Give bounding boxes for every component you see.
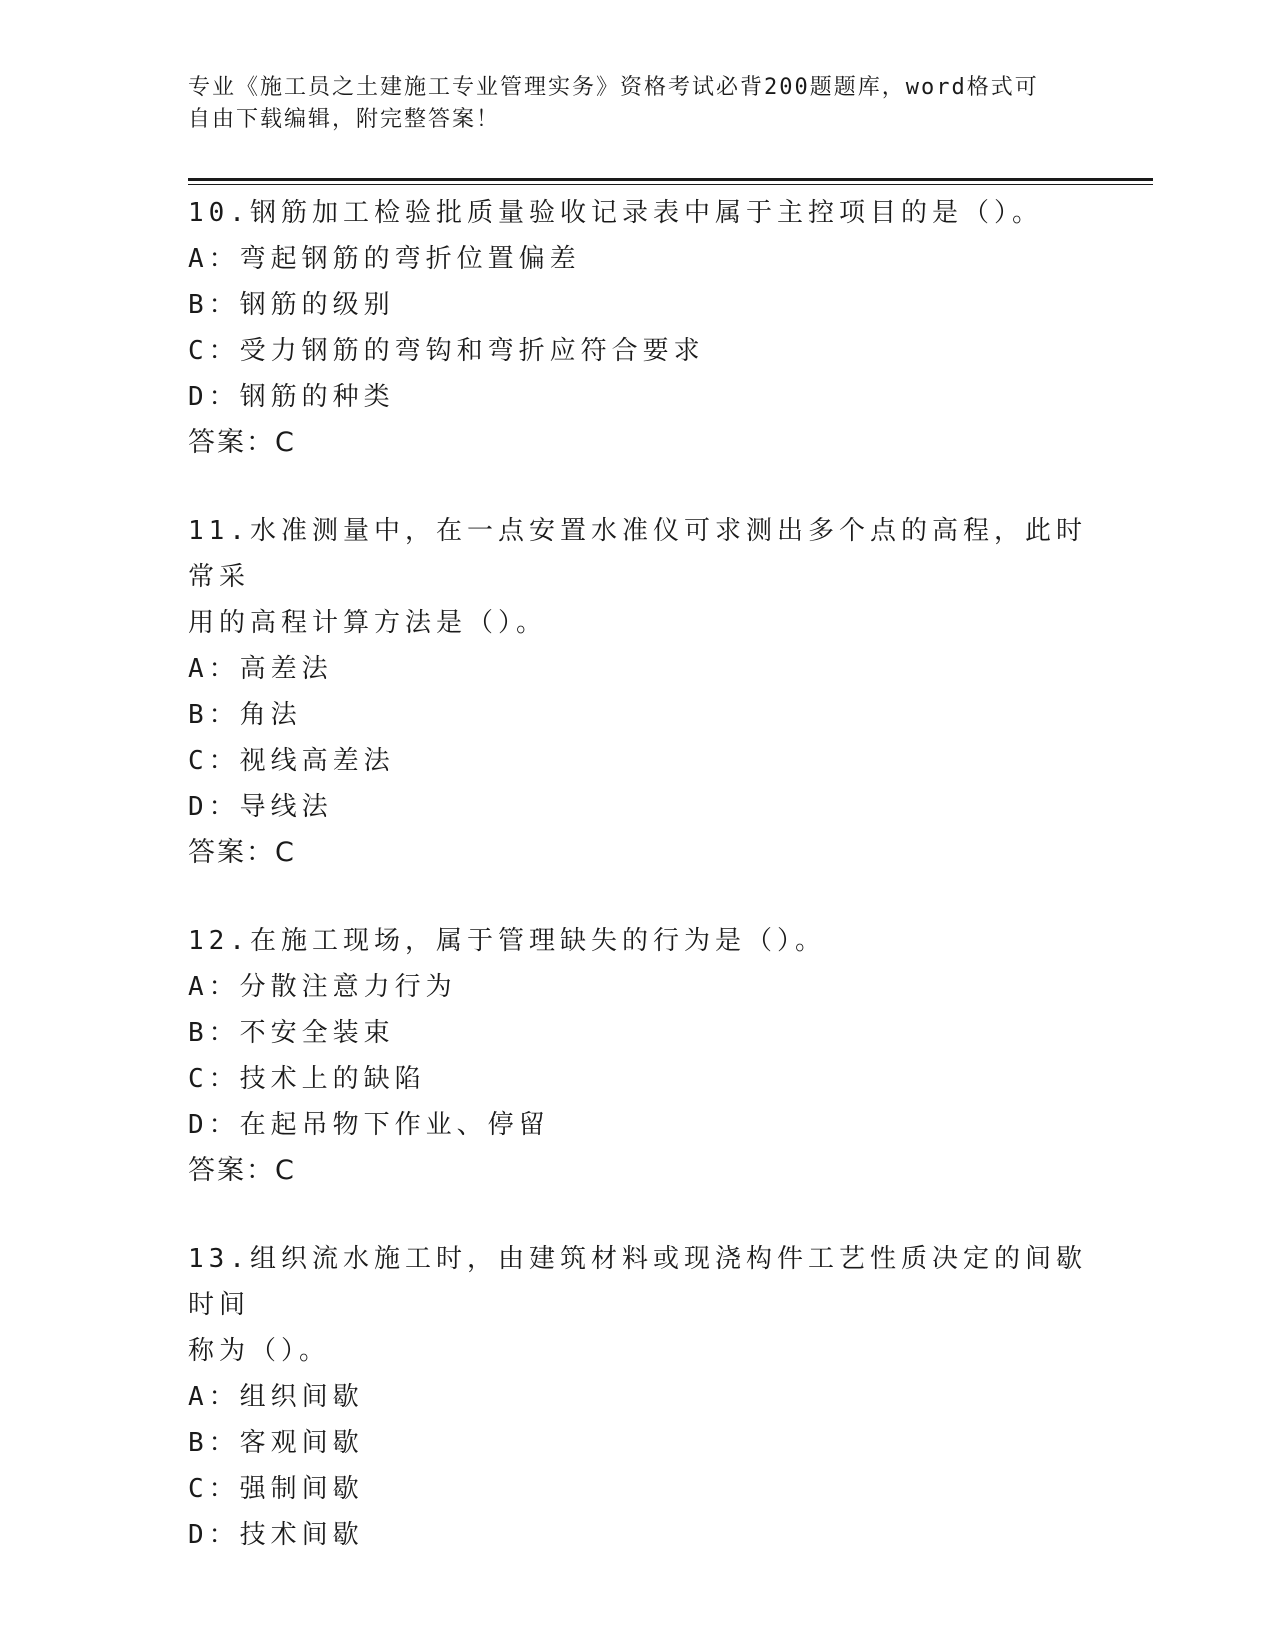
answer-line: 答案：C <box>188 427 296 458</box>
option-b: B：角法 <box>188 700 302 730</box>
question-13 <box>188 1236 1088 1558</box>
option-d: D：导线法 <box>188 792 333 822</box>
option-c: C：强制间歇 <box>188 1474 364 1504</box>
question-list <box>188 190 1088 1600</box>
option-b: B：钢筋的级别 <box>188 290 395 320</box>
question-stem: 10.钢筋加工检验批质量验收记录表中属于主控项目的是（）。 <box>188 198 1043 228</box>
question-stem-line-1: 13.组织流水施工时，由建筑材料或现浇构件工艺性质决定的间歇时间 <box>188 1244 1087 1320</box>
option-a: A：弯起钢筋的弯折位置偏差 <box>188 244 581 274</box>
option-d: D：钢筋的种类 <box>188 382 395 412</box>
question-10 <box>188 190 1088 466</box>
question-stem: 12.在施工现场，属于管理缺失的行为是（）。 <box>188 926 826 956</box>
option-c: C：视线高差法 <box>188 746 395 776</box>
option-a: A：高差法 <box>188 654 333 684</box>
header-rule-thin <box>188 184 1153 185</box>
header-line-2: 自由下载编辑，附完整答案！ <box>188 107 501 132</box>
question-stem-line-2: 用的高程计算方法是（）。 <box>188 608 548 638</box>
header-rule-thick <box>188 178 1153 181</box>
answer-line: 答案：C <box>188 1155 296 1186</box>
option-d: D：在起吊物下作业、停留 <box>188 1110 550 1140</box>
option-a: A：分散注意力行为 <box>188 972 457 1002</box>
option-d: D：技术间歇 <box>188 1520 364 1550</box>
option-c: C：受力钢筋的弯钩和弯折应符合要求 <box>188 336 705 366</box>
option-a: A：组织间歇 <box>188 1382 364 1412</box>
document-header <box>188 72 1068 136</box>
option-c: C：技术上的缺陷 <box>188 1064 426 1094</box>
option-b: B：客观间歇 <box>188 1428 364 1458</box>
answer-line: 答案：C <box>188 837 296 868</box>
header-line-1: 专业《施工员之土建施工专业管理实务》资格考试必背200题题库，word格式可 <box>188 75 1039 100</box>
option-b: B：不安全装束 <box>188 1018 395 1048</box>
question-12 <box>188 918 1088 1194</box>
question-11 <box>188 508 1088 876</box>
question-stem-line-2: 称为（）。 <box>188 1336 331 1366</box>
question-stem-line-1: 11.水准测量中，在一点安置水准仪可求测出多个点的高程，此时常采 <box>188 516 1087 592</box>
